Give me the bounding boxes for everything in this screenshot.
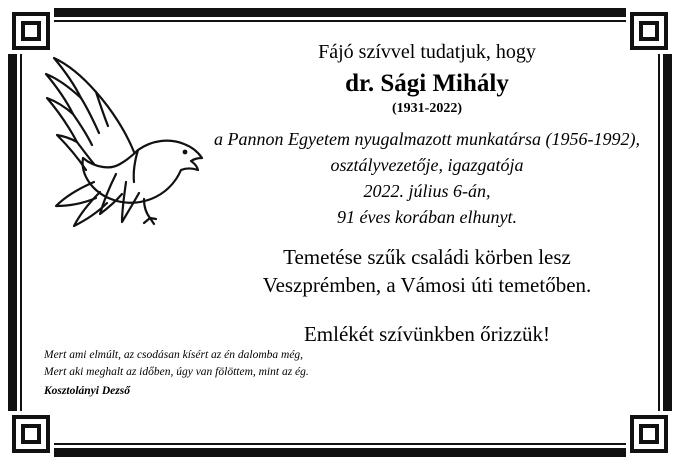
details-line-3: 2022. július 6-án, xyxy=(363,181,491,202)
intro-line: Fájó szívvel tudatjuk, hogy xyxy=(318,41,536,63)
quote-line-2: Mert aki meghalt az időben, úgy van fölöttem, mint az ég. xyxy=(44,366,309,379)
poem-quote xyxy=(44,347,474,401)
details-line-2: osztályvezetője, igazgatója xyxy=(330,155,524,176)
details-line-4: 91 éves korában elhunyt. xyxy=(337,207,517,228)
funeral-line-2: Veszprémben, a Vámosi úti temetőben. xyxy=(262,272,592,297)
funeral-block xyxy=(212,243,642,300)
notice-content xyxy=(22,22,658,443)
funeral-line-1: Temetése szűk családi körben lesz xyxy=(283,244,571,269)
life-years: (1931-2022) xyxy=(392,101,462,116)
notice-text-block xyxy=(212,40,642,349)
details-line-1: a Pannon Egyetem nyugalmazott munkatársa (1956-1992), xyxy=(214,129,640,150)
quote-line-1: Mert ami elmúlt, az csodásan kísért az én dalomba még, xyxy=(44,348,304,361)
dove-illustration xyxy=(34,32,224,247)
remembrance-line: Emlékét szívünkben őrizzük! xyxy=(303,322,551,347)
details-block xyxy=(212,126,642,230)
quote-author: Kosztolányi Dezső xyxy=(44,385,130,398)
deceased-name: dr. Sági Mihály xyxy=(345,70,509,97)
